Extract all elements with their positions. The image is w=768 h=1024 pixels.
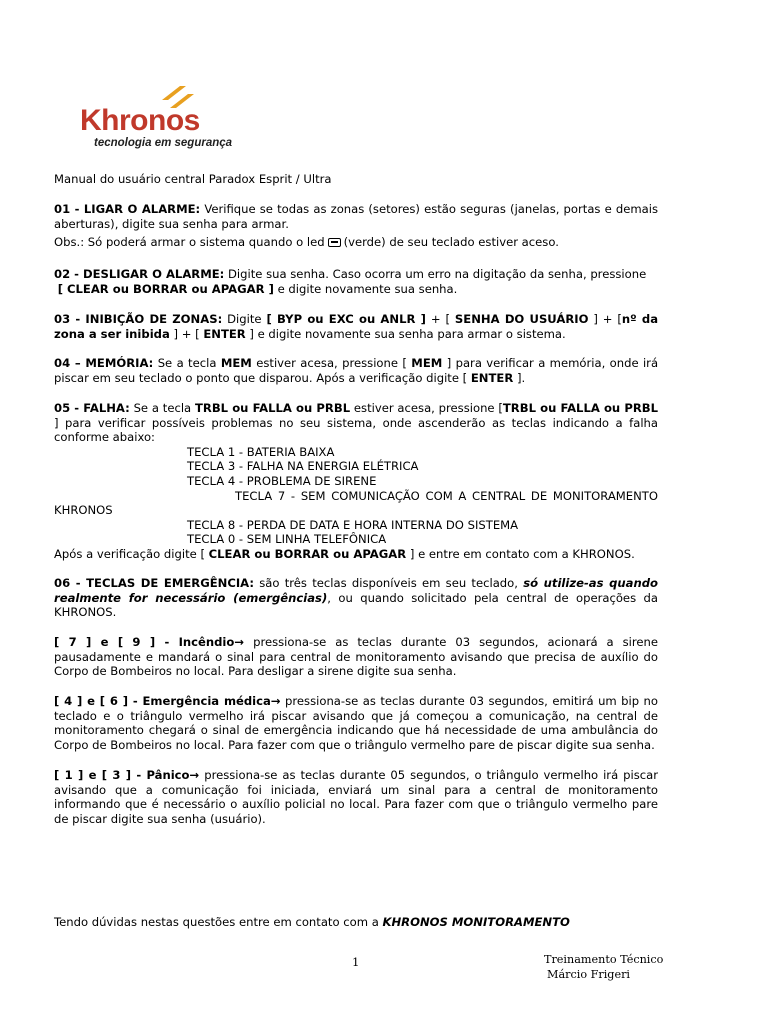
section-01-obs (54, 235, 658, 250)
section-05-after2: ] e entre em contato com a KHRONOS. (409, 546, 635, 561)
section-desligar-alarme (54, 267, 658, 296)
section-05-heading: 05 - FALHA: (54, 401, 130, 415)
section-04-t1: Se a tecla (157, 356, 217, 370)
section-02-text (54, 267, 658, 296)
section-06-text (54, 576, 658, 620)
panico-body: pressiona-se as teclas durante 05 segundos, o triângulo vermelho irá piscar avisando que a comunicação foi iniciada, enviará um sinal para a central de monitoramento informando que é necessário o auxílio policial no local. Para fazer com que o triângulo vermelho pare de piscar digite sua senha (usuário). (54, 768, 659, 826)
mem-key-label-2: MEM (411, 356, 443, 370)
trbl-key-label-2: TRBL ou FALLA ou PRBL (502, 401, 658, 415)
footer-signature (544, 953, 663, 982)
byp-key-label: [ BYP ou EXC ou ANLR ] (266, 312, 426, 326)
document-title-block (54, 172, 658, 187)
clear-key-label: [ CLEAR ou BORRAR ou APAGAR ] (57, 281, 274, 296)
logo-tagline: tecnologia em segurança (94, 137, 233, 149)
section-01-body: Verifique se todas as zonas (setores) estão seguras (janelas, portas e demais aberturas), digite sua senha para armar. (54, 202, 659, 231)
arrow-right-icon: → (189, 768, 200, 782)
medica-body: pressiona-se as teclas durante 03 segundos, emitirá um bip no teclado e o triângulo vermelho irá piscar avisando que já começou a comunicação, na central de monitoramento chegará o sinal de emergência indicando que há necessidade de uma ambulância do Corpo de Bombeiros no local. Para fazer com que o triângulo vermelho pare de piscar digite sua senha. (54, 694, 659, 752)
section-incendio (54, 635, 658, 679)
section-02-body2: e digite novamente sua senha. (277, 281, 458, 296)
section-05-t2: estiver acesa, pressione [ (353, 401, 503, 415)
document-title: Manual do usuário central Paradox Esprit / Ultra (54, 172, 332, 186)
section-06-emphasis: só utilize-as quando realmente for necessário (emergências) (54, 576, 659, 605)
section-falha (54, 401, 658, 562)
logo-name: Khronos (80, 104, 200, 137)
khronos-logo (80, 84, 280, 154)
mem-key-label: MEM (220, 356, 252, 370)
section-ligar-alarme (54, 202, 658, 250)
section-05-text (54, 401, 658, 445)
section-03-t5: ] e digite novamente sua senha para armar o sistema. (249, 326, 566, 341)
obs-after: (verde) de seu teclado estiver aceso. (343, 235, 559, 250)
section-03-text (54, 312, 658, 341)
section-memoria (54, 356, 658, 385)
trbl-key-label: TRBL ou FALLA ou PRBL (194, 401, 351, 415)
section-02-heading: 02 - DESLIGAR O ALARME: (54, 267, 225, 281)
incendio-text (54, 635, 658, 679)
panico-text (54, 768, 658, 826)
footer-line2: Márcio Frigeri (547, 967, 631, 981)
obs-before: Obs.: Só poderá armar o sistema quando o led (54, 235, 325, 250)
tecla-7-cont: KHRONOS (54, 503, 113, 518)
contact-emphasis: KHRONOS MONITORAMENTO (382, 915, 570, 929)
led-icon (328, 238, 341, 247)
section-01-heading: 01 - LIGAR O ALARME: (54, 202, 201, 216)
tecla-3: TECLA 3 - FALHA NA ENERGIA ELÉTRICA (187, 459, 419, 474)
section-05-t3: ] para verificar possíveis problemas no seu sistema, onde ascenderão as teclas indicando a falha conforme abaixo: (54, 415, 658, 445)
section-inibicao-zonas (54, 312, 658, 341)
section-04-heading: 04 – MEMÓRIA: (54, 356, 154, 370)
section-03-t1: Digite (227, 312, 262, 326)
page-number: 1 (352, 955, 360, 969)
section-06-t1: são três teclas disponíveis em seu teclado, (259, 576, 518, 590)
section-05-after (54, 547, 658, 562)
section-04-t3: ] para verificar a memória, onde irá piscar em seu teclado o ponto que disparou. Após a verificação digite [ (54, 356, 659, 385)
section-06-heading: 06 - TECLAS DE EMERGÊNCIA: (54, 576, 254, 590)
section-emergencia-medica (54, 694, 658, 752)
incendio-heading: [ 7 ] e [ 9 ] - Incêndio (54, 635, 235, 649)
tecla-7: TECLA 7 - SEM COMUNICAÇÃO COM A CENTRAL DE MONITORAMENTO (235, 488, 658, 503)
tecla-1: TECLA 1 - BATERIA BAIXA (187, 444, 335, 459)
section-01-text (54, 202, 658, 231)
tecla-4: TECLA 4 - PROBLEMA DE SIRENE (187, 473, 377, 488)
section-03-t4: ] + [ (173, 326, 200, 341)
contact-body: Tendo dúvidas nestas questões entre em contato com a (54, 915, 379, 929)
contact-line (54, 915, 658, 930)
enter-key-label-2: ENTER (470, 370, 514, 385)
tecla-0: TECLA 0 - SEM LINHA TELEFÔNICA (187, 532, 387, 547)
footer-line1: Treinamento Técnico (544, 953, 664, 966)
contact-text (54, 915, 658, 930)
section-03-t2: + [ (430, 312, 451, 326)
section-03-t3: ] + [ (593, 312, 622, 326)
section-02-body1: Digite sua senha. Caso ocorra um erro na digitação da senha, pressione (228, 267, 647, 281)
arrow-right-icon: → (270, 694, 281, 708)
section-04-t4: ]. (516, 370, 526, 385)
tecla-8: TECLA 8 - PERDA DE DATA E HORA INTERNA DO SISTEMA (187, 517, 519, 532)
arrow-right-icon: → (234, 635, 245, 649)
panico-heading: [ 1 ] e [ 3 ] - Pânico (54, 768, 190, 782)
section-03-heading: 03 - INIBIÇÃO DE ZONAS: (54, 312, 223, 326)
section-05-t1: Se a tecla (133, 401, 192, 415)
enter-key-label: ENTER (203, 326, 246, 341)
section-emergencia (54, 576, 658, 620)
medica-heading: [ 4 ] e [ 6 ] - Emergência médica (54, 694, 271, 708)
medica-text (54, 694, 658, 752)
zone-number-label: nº da zona a ser inibida (54, 312, 659, 341)
clear-key-label-2: CLEAR ou BORRAR ou APAGAR (208, 546, 407, 561)
section-04-text (54, 356, 658, 385)
section-04-t2: estiver acesa, pressione [ (256, 356, 407, 370)
section-06-t2: , ou quando solicitado pela central de operações da KHRONOS. (54, 590, 658, 620)
user-password-label: SENHA DO USUÁRIO (454, 312, 589, 326)
incendio-body: pressiona-se as teclas durante 03 segundos, acionará a sirene pausadamente e mandará o sinal para central de monitoramento avisando que precisa de auxílio do Corpo de Bombeiros no local. Para desligar a sirene digite sua senha. (54, 635, 659, 679)
section-panico (54, 768, 658, 826)
section-05-after1: Após a verificação digite [ (54, 546, 205, 561)
